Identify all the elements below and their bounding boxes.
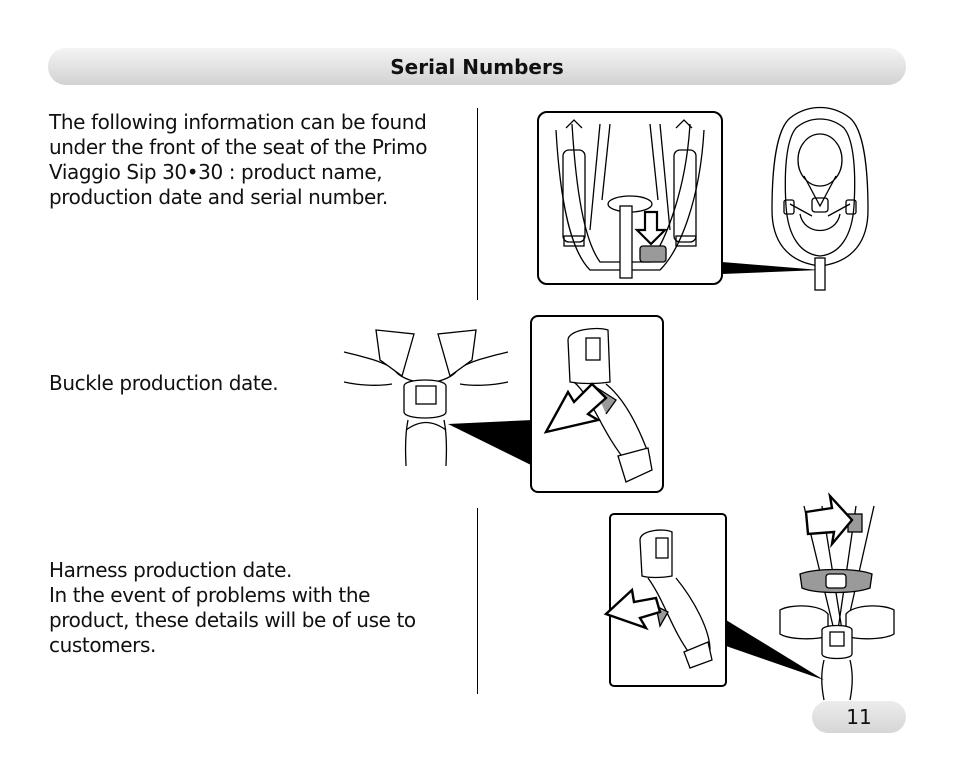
seat-serial-illustration xyxy=(538,108,868,291)
text-line: Buckle production date. xyxy=(49,371,279,395)
text-line: under the front of the seat of the Primo xyxy=(49,135,428,159)
text-line: Viaggio Sip 30•30 : product name, xyxy=(49,160,383,184)
text-line: customers. xyxy=(49,633,156,657)
text-line: Harness production date. xyxy=(49,558,292,582)
page-number-badge xyxy=(812,701,906,733)
text-line: product, these details will be of use to xyxy=(49,608,416,632)
page-number: 11 xyxy=(846,705,872,729)
section-title: Serial Numbers xyxy=(390,54,564,79)
text-line: The following information can be found xyxy=(49,110,427,134)
buckle-illustration xyxy=(344,316,663,492)
text-line: production date and serial number. xyxy=(49,185,388,209)
text-line: In the event of problems with the xyxy=(49,583,371,607)
harness-illustration xyxy=(606,496,894,700)
